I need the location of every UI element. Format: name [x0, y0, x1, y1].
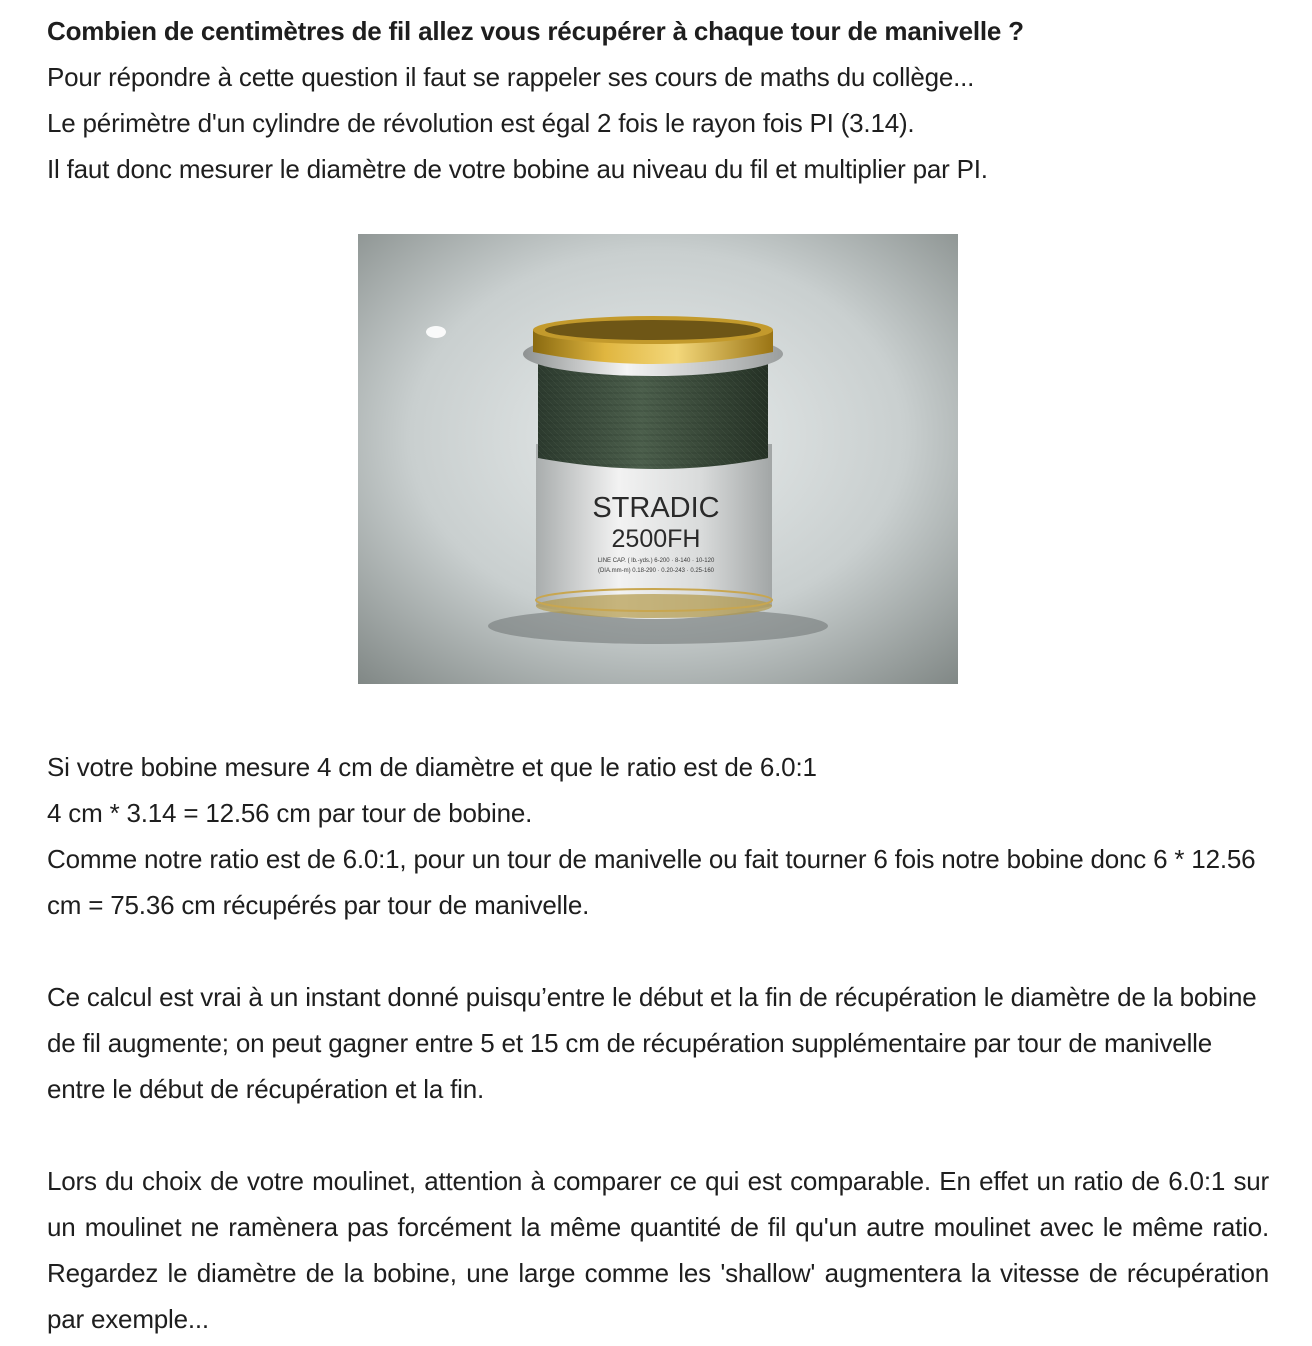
intro-line-2: Le périmètre d'un cylindre de révolution est égal 2 fois le rayon fois PI (3.14). — [47, 108, 915, 138]
note-paragraph-2: Lors du choix de votre moulinet, attention à comparer ce qui est comparable. En effet un ratio de 6.0:1 sur un moulinet ne ramènera pas forcément la même quantité de fil qu'un autre moulinet avec le même ratio. Regardez le diamètre de la bobine, une large comme les 'shallow' augmentera la vitesse de récupération par exemple... — [47, 1166, 1269, 1334]
spool-model-text: 2500FH — [611, 525, 701, 553]
example-line-2: 4 cm * 3.14 = 12.56 cm par tour de bobine. — [47, 798, 533, 828]
spool-photo — [358, 234, 958, 684]
spool-spec-line-1: LINE CAP. ( lb.-yds.) 6-200 · 8-140 · 10-120 — [597, 558, 715, 564]
note-paragraph-1: Ce calcul est vrai à un instant donné puisqu’entre le début et la fin de récupération le diamètre de la bobine de fil augmente; on peut gagner entre 5 et 15 cm de récupération supplémentaire par tour de manivelle entre le début de récupération et la fin. — [47, 982, 1257, 1104]
stradic-spool-image — [358, 234, 958, 684]
spool-brand-text: STRADIC — [592, 492, 720, 524]
article-intro — [47, 8, 1269, 192]
example-line-1: Si votre bobine mesure 4 cm de diamètre et que le ratio est de 6.0:1 — [47, 752, 817, 782]
intro-line-1: Pour répondre à cette question il faut se rappeler ses cours de maths du collège... — [47, 62, 975, 92]
article-body — [47, 744, 1269, 1342]
spool-spec-line-2: (DIA.mm-m) 0.18-290 · 0.20-243 · 0.25-160 — [597, 568, 715, 574]
example-line-3: Comme notre ratio est de 6.0:1, pour un tour de manivelle ou fait tourner 6 fois notre bobine donc 6 * 12.56 cm = 75.36 cm récupérés par tour de manivelle. — [47, 844, 1256, 920]
section-heading: Combien de centimètres de fil allez vous récupérer à chaque tour de manivelle ? — [47, 16, 1024, 46]
intro-line-3: Il faut donc mesurer le diamètre de votre bobine au niveau du fil et multiplier par PI. — [47, 154, 988, 184]
